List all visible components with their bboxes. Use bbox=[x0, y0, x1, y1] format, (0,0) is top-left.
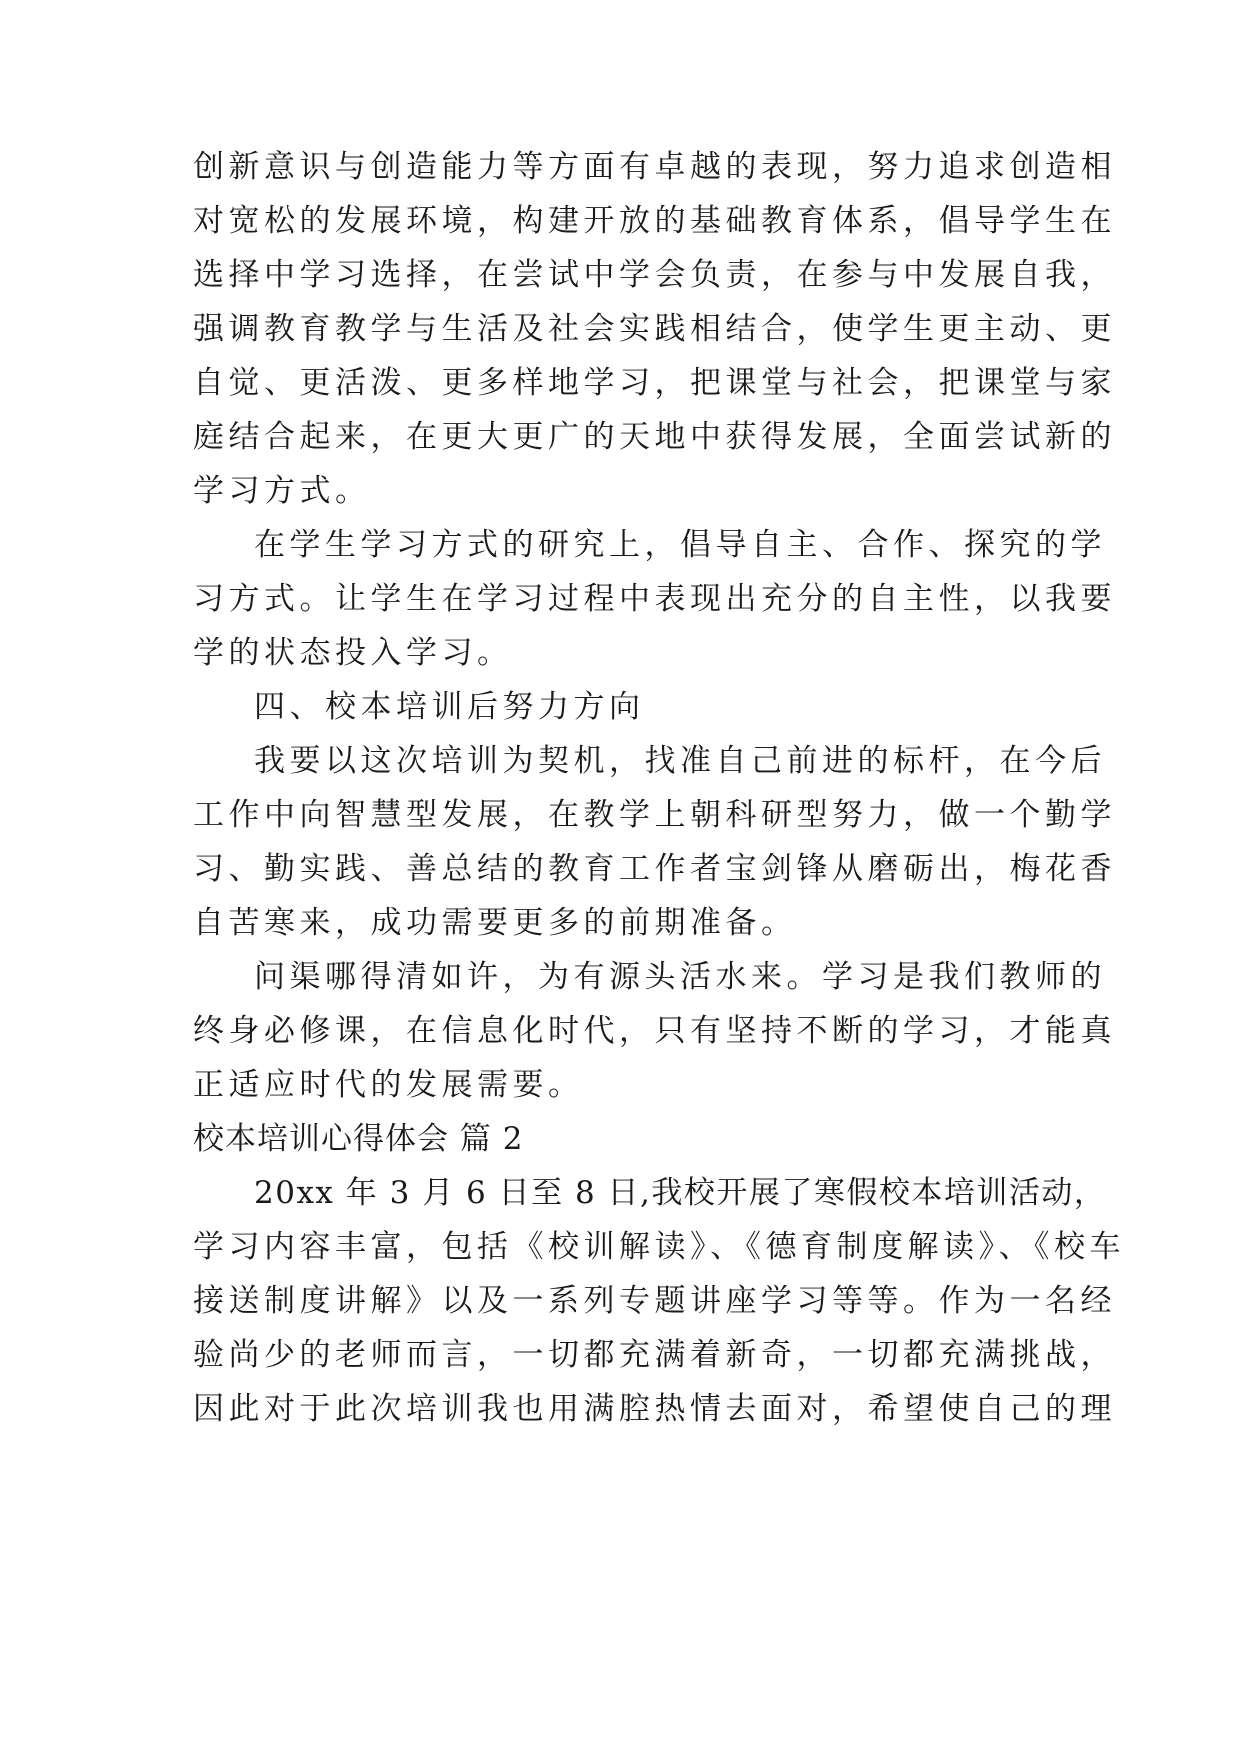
body-text-line: 学习方式。 bbox=[193, 473, 371, 509]
section-heading: 四、校本培训后努力方向 bbox=[254, 689, 645, 725]
body-text-line: 庭结合起来，在更大更广的天地中获得发展，全面尝试新的 bbox=[193, 419, 1116, 455]
paragraph-first-line: 20xx 年 3 月 6 日至 8 日,我校开展了寒假校本培训活动， bbox=[254, 1175, 1107, 1211]
body-text-line: 选择中学习选择，在尝试中学会负责，在参与中发展自我， bbox=[193, 257, 1116, 293]
body-text-line: 终身必修课，在信息化时代，只有坚持不断的学习，才能真 bbox=[193, 1013, 1116, 1049]
body-text-line: 验尚少的老师而言，一切都充满着新奇，一切都充满挑战， bbox=[193, 1337, 1116, 1373]
body-text-line: 自苦寒来，成功需要更多的前期准备。 bbox=[193, 905, 797, 941]
body-text-line: 习方式。让学生在学习过程中表现出充分的自主性，以我要 bbox=[193, 581, 1116, 617]
body-text-line: 工作中向智慧型发展，在教学上朝科研型努力，做一个勤学 bbox=[193, 797, 1116, 833]
paragraph-first-line: 问渠哪得清如许，为有源头活水来。学习是我们教师的 bbox=[254, 959, 1106, 995]
body-text-line: 正适应时代的发展需要。 bbox=[193, 1067, 584, 1103]
body-text-line: 强调教育教学与生活及社会实践相结合，使学生更主动、更 bbox=[193, 311, 1116, 347]
article-title: 校本培训心得体会 篇 2 bbox=[193, 1121, 524, 1157]
body-text-line: 创新意识与创造能力等方面有卓越的表现，努力追求创造相 bbox=[193, 149, 1116, 185]
body-text-line: 因此对于此次培训我也用满腔热情去面对，希望使自己的理 bbox=[193, 1391, 1116, 1427]
body-text-line: 学习内容丰富，包括《校训解读》、《德育制度解读》、《校车 bbox=[193, 1229, 1125, 1265]
paragraph-first-line: 我要以这次培训为契机，找准自己前进的标杆，在今后 bbox=[254, 743, 1106, 779]
paragraph-first-line: 在学生学习方式的研究上，倡导自主、合作、探究的学 bbox=[254, 527, 1106, 563]
body-text-line: 接送制度讲解》以及一系列专题讲座学习等等。作为一名经 bbox=[193, 1283, 1116, 1319]
body-text-line: 学的状态投入学习。 bbox=[193, 635, 513, 671]
body-text-line: 对宽松的发展环境，构建开放的基础教育体系，倡导学生在 bbox=[193, 203, 1116, 239]
body-text-line: 习、勤实践、善总结的教育工作者宝剑锋从磨砺出，梅花香 bbox=[193, 851, 1116, 887]
body-text-line: 自觉、更活泼、更多样地学习，把课堂与社会，把课堂与家 bbox=[193, 365, 1116, 401]
